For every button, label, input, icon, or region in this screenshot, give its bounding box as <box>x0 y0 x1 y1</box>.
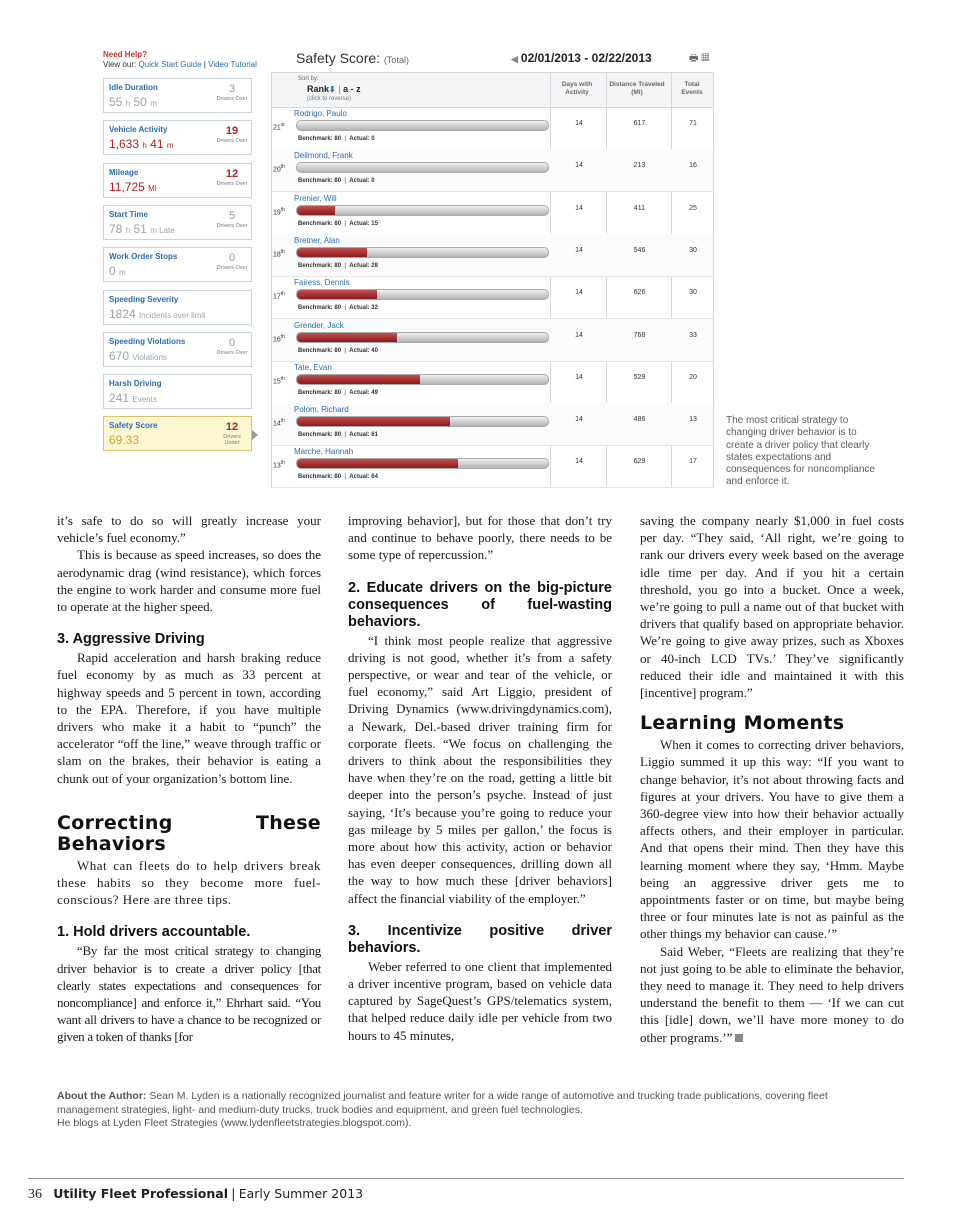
heading-correcting-behaviors: Correcting These Behaviors <box>57 811 321 855</box>
table-row[interactable] <box>272 149 713 192</box>
card-value <box>109 433 139 447</box>
actual-label: Actual: <box>349 474 370 481</box>
paragraph: What can fleets do to help drivers break these habits so they become more fuel-conscious? Here are three tips. <box>57 857 321 908</box>
rank-number: 17 <box>273 293 281 301</box>
card-unit: h <box>125 99 131 108</box>
score-bar-fill <box>297 375 420 384</box>
card-value-2: 50 <box>133 95 147 109</box>
card-unit: h <box>125 225 131 235</box>
subheading-tip-3: 3. Incentivize positive driver behaviors. <box>348 922 612 956</box>
col-days-header[interactable]: Days with Activity <box>561 81 593 96</box>
table-header <box>272 73 713 108</box>
link-separator: | <box>203 60 206 69</box>
actual-value: 40 <box>371 347 378 354</box>
card-value-main: 1824 <box>109 306 136 321</box>
paragraph <box>640 943 904 1046</box>
days-cell: 14 <box>575 289 583 297</box>
view-our-label: View our: <box>103 60 137 69</box>
table-row[interactable] <box>272 403 713 446</box>
benchmark-line: Benchmark: 80 | Actual: 28 <box>298 262 378 269</box>
driver-name[interactable]: Deilmond, Frank <box>294 151 353 161</box>
rank-number: 19 <box>273 208 281 216</box>
card-title: Vehicle Activity <box>109 125 168 135</box>
benchmark-label: Benchmark: <box>298 178 333 185</box>
video-tutorial-link[interactable]: Video Tutorial <box>208 60 257 69</box>
sidebar-card-work-order-stops[interactable] <box>103 247 252 282</box>
paragraph: Weber referred to one client that implemented a driver incentive program, based on vehicle data captured by SageQuest’s GPS/telematics system, that helped reduce daily idle per vehicle from two hours to 45 minutes, <box>348 958 612 1043</box>
card-count-desc: Drivers Over <box>216 349 248 356</box>
sort-rank[interactable]: Rank <box>307 84 330 94</box>
benchmark-label: Benchmark: <box>298 136 333 142</box>
benchmark-line: Benchmark: 80 | Actual: 0 <box>298 136 375 142</box>
actual-label: Actual: <box>349 432 370 439</box>
card-unit: m <box>119 268 126 278</box>
subheading-tip-1: 1. Hold drivers accountable. <box>57 924 251 941</box>
card-value-2: 41 <box>150 137 164 152</box>
sidebar-card-vehicle-activity[interactable] <box>103 120 252 155</box>
benchmark-line: Benchmark: 80 | Actual: 0 <box>298 178 375 185</box>
score-bar <box>296 120 549 131</box>
card-unit: Violations <box>132 352 167 362</box>
card-value <box>109 180 157 194</box>
benchmark-label: Benchmark: <box>298 432 333 439</box>
actual-label: Actual: <box>349 305 370 312</box>
sidebar-card-mileage[interactable] <box>103 163 252 198</box>
article-column-3 <box>640 512 904 1046</box>
table-row[interactable] <box>272 445 713 488</box>
events-cell: 17 <box>689 458 697 466</box>
benchmark-line: Benchmark: 80 | Actual: 64 <box>298 474 378 481</box>
card-title: Speeding Violations <box>109 336 186 346</box>
sort-down-icon: ⬇ <box>329 85 336 94</box>
card-value <box>109 137 174 151</box>
card-count: 12 <box>225 421 239 434</box>
days-cell: 14 <box>575 246 583 254</box>
need-help-title: Need Help? <box>103 50 148 59</box>
card-unit: Events <box>132 395 157 405</box>
card-unit: Mi <box>148 183 157 193</box>
distance-cell: 213 <box>633 162 646 170</box>
card-count-desc: Drivers Over <box>216 138 248 145</box>
driver-rank <box>273 207 285 216</box>
benchmark-value: 80 <box>334 136 342 142</box>
card-value <box>109 264 126 278</box>
card-title: Mileage <box>109 167 139 177</box>
benchmark-line: Benchmark: 80 | Actual: 15 <box>298 220 378 227</box>
card-value-main: 670 <box>109 348 130 363</box>
card-value-main: 78 <box>109 221 123 236</box>
click-reverse-hint: (click to reverse) <box>307 96 352 102</box>
safety-score-dashboard <box>101 46 725 488</box>
benchmark-value: 80 <box>334 178 342 185</box>
sort-sep: | <box>338 84 341 94</box>
benchmark-label: Benchmark: <box>298 220 333 227</box>
card-value-main: 69.33 <box>109 433 140 448</box>
card-count-desc: Drivers Over <box>216 180 248 187</box>
card-value-main: 11,725 <box>109 179 145 194</box>
date-range[interactable] <box>511 51 652 65</box>
card-value-main: 0 <box>109 264 116 279</box>
days-cell: 14 <box>575 416 583 424</box>
rank-number: 20 <box>273 166 281 174</box>
card-count: 5 <box>228 209 236 222</box>
card-count-desc: Drivers Under <box>223 434 241 447</box>
rank-suffix: th <box>280 460 285 467</box>
about-label: About the Author: <box>57 1090 147 1102</box>
benchmark-value: 80 <box>334 262 342 269</box>
benchmark-line: Benchmark: 80 | Actual: 40 <box>298 347 378 354</box>
benchmark-label: Benchmark: <box>298 305 333 312</box>
selected-arrow-icon <box>252 430 258 440</box>
score-bar <box>296 162 549 173</box>
rank-suffix: th <box>280 333 285 340</box>
card-unit-2: m Late <box>150 225 175 235</box>
actual-label: Actual: <box>349 347 370 354</box>
card-value <box>109 222 175 236</box>
actual-value: 49 <box>371 389 378 396</box>
actual-value: 0 <box>371 178 375 185</box>
card-value-2: 51 <box>133 221 147 236</box>
rank-suffix: th <box>280 206 285 213</box>
actual-value: 0 <box>371 136 375 142</box>
rank-number: 21 <box>273 124 281 132</box>
table-row[interactable] <box>272 192 713 235</box>
score-bar-fill <box>297 417 450 426</box>
score-bar <box>296 374 549 385</box>
driver-name[interactable]: Tate, Evan <box>294 362 332 372</box>
benchmark-line: Benchmark: 80 | Actual: 32 <box>298 305 378 312</box>
actual-value: 28 <box>371 262 378 269</box>
driver-rank <box>273 460 285 469</box>
col-events-header[interactable]: Total Events <box>681 81 703 96</box>
card-count: 0 <box>228 252 236 265</box>
table-row[interactable] <box>272 107 713 150</box>
actual-value: 61 <box>371 432 378 439</box>
actual-value: 32 <box>371 305 378 312</box>
card-count: 19 <box>225 125 239 138</box>
driver-name[interactable]: Polom, Richard <box>294 405 349 415</box>
days-cell: 14 <box>575 120 583 127</box>
driver-name[interactable]: Rodrigo, Paulo <box>294 109 347 118</box>
paragraph: This is because as speed increases, so does the aerodynamic drag (wind resistance), which forces the engine to work harder and consume more fuel to operate at the higher speed. <box>57 547 321 615</box>
date-range-text: 02/01/2013 - 02/22/2013 <box>520 51 652 65</box>
magazine-title: Utility Fleet Professional <box>53 1186 229 1201</box>
card-value-main: 1,633 <box>109 137 140 152</box>
card-value-main: 241 <box>109 391 130 406</box>
actual-label: Actual: <box>349 262 370 269</box>
card-count: 0 <box>228 336 236 349</box>
driver-rank <box>273 291 285 300</box>
distance-cell: 626 <box>633 289 646 297</box>
print-icon[interactable]: 🖶 <box>689 53 699 64</box>
table-row[interactable] <box>272 234 713 277</box>
card-count: 3 <box>228 83 236 95</box>
driver-name[interactable]: Marche, Hannah <box>294 447 354 457</box>
sidebar-card-speeding-severity[interactable] <box>103 290 252 325</box>
sidebar-card-safety-score[interactable] <box>103 416 252 451</box>
table-row[interactable] <box>272 361 713 404</box>
article-column-2 <box>348 512 612 1044</box>
rank-suffix: th <box>280 291 285 298</box>
driver-ranking-table <box>271 72 714 488</box>
driver-name[interactable]: Fairess, Dennis <box>294 278 350 288</box>
quick-start-link[interactable]: Quick Start Guide <box>138 60 202 69</box>
score-bar <box>296 289 549 300</box>
card-title: Speeding Severity <box>109 294 179 304</box>
score-bar-fill <box>297 248 367 257</box>
page-footer <box>28 1186 363 1203</box>
score-title-label: Safety Score: <box>296 50 381 66</box>
days-cell: 14 <box>575 331 583 339</box>
benchmark-value: 80 <box>334 347 342 354</box>
benchmark-line: Benchmark: 80 | Actual: 49 <box>298 389 378 396</box>
score-bar <box>296 332 549 343</box>
footer-rule <box>28 1178 904 1179</box>
driver-name[interactable]: Bretner, Alan <box>294 235 340 245</box>
paragraph: Rapid acceleration and harsh braking reduce fuel economy by as much as 33 percent at highway speeds and 5 percent in town, according to the EPA. Therefore, if you have multiple drivers who make it a habit to “punch” the accelerator “off the line,” weave through traffic or slam on the brakes, their behavior is eating a chunk out of your organization’s bottom line. <box>57 650 321 786</box>
sidebar-card-idle-duration[interactable] <box>103 78 252 113</box>
paragraph: it’s safe to do so will greatly increase your vehicle’s fuel economy.” <box>57 513 321 546</box>
events-cell: 13 <box>689 416 697 424</box>
card-value-main: 55 <box>109 95 123 109</box>
export-icons <box>689 51 710 68</box>
driver-rank <box>273 376 285 385</box>
figure-caption: The most critical strategy to changing driver behavior is to create a driver policy that clearly states expectations and consequences for noncompliance and enforce it. <box>726 415 875 488</box>
paragraph: improving behavior], but for those that don’t try and continue to behave poorly, there needs to be some type of repercussion.” <box>348 513 612 563</box>
distance-cell: 768 <box>633 331 646 339</box>
driver-rank <box>273 164 285 173</box>
card-count-desc: Drivers Over <box>216 222 248 229</box>
date-prev-icon[interactable]: ◀ <box>511 54 518 64</box>
col-distance-header[interactable]: Distance Traveled (Mi) <box>609 81 665 96</box>
days-cell: 14 <box>575 204 583 212</box>
rank-suffix: th <box>280 418 285 425</box>
rank-number: 16 <box>273 335 281 343</box>
card-count-desc: Drivers Over <box>216 96 248 102</box>
actual-label: Actual: <box>349 389 370 396</box>
driver-name[interactable]: Grender, Jack <box>294 320 344 330</box>
benchmark-value: 80 <box>334 432 342 439</box>
excel-export-icon[interactable]: ▦ <box>701 53 710 64</box>
sort-by-label: Sort by: <box>298 76 319 82</box>
rank-number: 18 <box>273 251 281 259</box>
score-bar-fill <box>297 290 377 299</box>
footer-separator: | <box>231 1186 236 1201</box>
actual-label: Actual: <box>349 178 370 185</box>
events-cell: 33 <box>689 331 697 339</box>
rank-number: 13 <box>273 462 281 470</box>
events-cell: 30 <box>689 246 697 254</box>
rank-suffix: st <box>280 122 285 128</box>
benchmark-value: 80 <box>334 305 342 312</box>
card-unit-2: m <box>150 99 157 108</box>
card-value <box>109 391 157 405</box>
card-value <box>109 349 167 363</box>
distance-cell: 486 <box>633 416 646 424</box>
subheading-tip-2: 2. Educate drivers on the big-picture consequences of fuel-wasting behaviors. <box>348 579 612 630</box>
end-mark-icon <box>735 1034 743 1042</box>
driver-rank <box>273 249 285 258</box>
benchmark-value: 80 <box>334 389 342 396</box>
rank-number: 14 <box>273 420 281 428</box>
card-title: Harsh Driving <box>109 379 162 389</box>
actual-value: 64 <box>371 474 378 481</box>
issue-date: Early Summer 2013 <box>238 1186 364 1201</box>
score-bar <box>296 205 549 216</box>
benchmark-label: Benchmark: <box>298 347 333 354</box>
score-bar <box>296 416 549 427</box>
benchmark-value: 80 <box>334 474 342 481</box>
card-unit: Incidents over limit <box>139 310 206 320</box>
rank-number: 15 <box>273 378 281 386</box>
about-text: Sean M. Lyden is a nationally recognized journalist and feature writer for a wide range of automotive and trucking trade publications, covering fleet management strategies, light- and medium-duty trucks, truck bodies and equipment, and green fuel technologies. <box>57 1090 828 1116</box>
article-column-1 <box>57 512 321 1046</box>
card-count: 12 <box>225 167 239 180</box>
heading-learning-moments: Learning Moments <box>640 712 845 735</box>
card-count-desc: Drivers Over <box>216 265 248 272</box>
days-cell: 14 <box>575 458 583 466</box>
card-value <box>109 95 157 109</box>
card-title: Start Time <box>109 209 148 219</box>
card-title: Work Order Stops <box>109 252 178 262</box>
score-bar-fill <box>297 459 458 468</box>
score-bar <box>296 247 549 258</box>
events-cell: 16 <box>689 162 697 170</box>
benchmark-label: Benchmark: <box>298 474 333 481</box>
sort-az[interactable]: a - z <box>343 84 361 94</box>
distance-cell: 546 <box>633 246 646 254</box>
about-the-author <box>57 1090 887 1131</box>
help-links <box>103 50 257 70</box>
driver-rank <box>273 418 285 427</box>
driver-name[interactable]: Prenier, Will <box>294 193 337 203</box>
rank-suffix: th <box>280 375 285 382</box>
card-title: Idle Duration <box>109 83 158 92</box>
distance-cell: 411 <box>633 204 646 212</box>
distance-cell: 629 <box>633 458 646 466</box>
days-cell: 14 <box>575 162 583 170</box>
card-unit: h <box>142 141 147 151</box>
paragraph-text: Said Weber, “Fleets are realizing that they’re not just going to be able to eliminate the behavior, they need to manage it. They need to help drivers understand the benefit to them — ‘If we can cut this [idle] down, we’ll have more money to do other programs.’” <box>640 943 904 1045</box>
driver-rank <box>273 334 285 343</box>
table-row[interactable] <box>272 276 713 319</box>
card-unit-2: m <box>166 141 174 151</box>
events-cell: 20 <box>689 373 697 381</box>
days-cell: 14 <box>575 373 583 381</box>
card-value <box>109 307 205 321</box>
subheading-aggressive-driving: 3. Aggressive Driving <box>57 631 205 648</box>
sort-options <box>307 84 361 94</box>
score-bar-fill <box>297 206 335 215</box>
sidebar-card-start-time[interactable] <box>103 205 252 240</box>
page-number: 36 <box>28 1187 42 1202</box>
driver-rank <box>273 122 285 131</box>
score-title-sub: (Total) <box>383 55 409 65</box>
card-title: Safety Score <box>109 421 158 431</box>
paragraph: “I think most people realize that aggressive driving is not good, whether it’s from a safety perspective, or wear and tear of the vehicle, or fuel economy,” said Art Liggio, president of Driving Dynamics (www.drivingdynamics.com), a Newark, Del.-based driver training firm for corporate fleets. “We focus on challenging the drivers to think about the responsibilities they have when they’re on the road, getting a little bit deeper into the person’s psyche. Instead of just saying, ‘It’s because you’re going to reduce your gas mileage by 5 miles per gallon,’ the focus is more about how this activity, action or behavior has even deeper consequences, drilling down all the way to how much these [driver behaviors] affect the financial viability of the employer.” <box>348 632 612 906</box>
paragraph: “By far the most critical strategy to changing driver behavior is to create a driver policy [that clearly states expectations and consequences for noncompliance] and enforce it,” Ehrhart said. “You want all drivers to have a chance to be recognized or given a token of thanks [for <box>57 943 321 1045</box>
score-title <box>296 50 409 66</box>
actual-label: Actual: <box>349 220 370 227</box>
paragraph: saving the company nearly $1,000 in fuel costs per day. “They said, ‘All right, we’re going to rank our drivers every week based on the average idle time per day. And if you hit a certain threshold, you go into a bucket. Once a week, we’re going to pull a name out of that bucket with drivers that qualify based on appropriate behavior. We’re going to give away prizes, such as Xboxes or 40-inch LCD TVs.’ They’ve significantly reduced their idle and maintained it with this [incentive] program.” <box>640 513 904 701</box>
sidebar-card-harsh-driving[interactable] <box>103 374 252 409</box>
benchmark-value: 80 <box>334 220 342 227</box>
events-cell: 25 <box>689 204 697 212</box>
paragraph: When it comes to correcting driver behaviors, Liggio summed it up this way: “If you want to change behavior, it’s not about throwing facts and figures at your drivers. You have to give them a 360-degree view into how their behavior actually affects others, and their employer in particular. And that opens their mind. Then they have this learning moment where they say, ‘Hmm. Maybe being an aggressive driver gets me to appointments faster or on time, but maybe being three or four minutes late is not as painful as the other things my behavior can cause.’” <box>640 737 904 942</box>
distance-cell: 617 <box>633 120 646 127</box>
benchmark-line: Benchmark: 80 | Actual: 61 <box>298 432 378 439</box>
table-row[interactable] <box>272 319 713 362</box>
score-bar-fill <box>297 333 397 342</box>
events-cell: 30 <box>689 289 697 297</box>
score-bar <box>296 458 549 469</box>
actual-label: Actual: <box>349 136 370 142</box>
rank-suffix: th <box>280 248 285 255</box>
sidebar-card-speeding-violations[interactable] <box>103 332 252 367</box>
rank-suffix: th <box>280 164 285 171</box>
benchmark-label: Benchmark: <box>298 262 333 269</box>
about-text-blog: He blogs at Lyden Fleet Strategies (www.lydenfleetstrategies.blogspot.com). <box>57 1117 412 1129</box>
benchmark-label: Benchmark: <box>298 389 333 396</box>
actual-value: 15 <box>371 220 378 227</box>
events-cell: 71 <box>689 120 697 127</box>
distance-cell: 529 <box>633 373 646 381</box>
